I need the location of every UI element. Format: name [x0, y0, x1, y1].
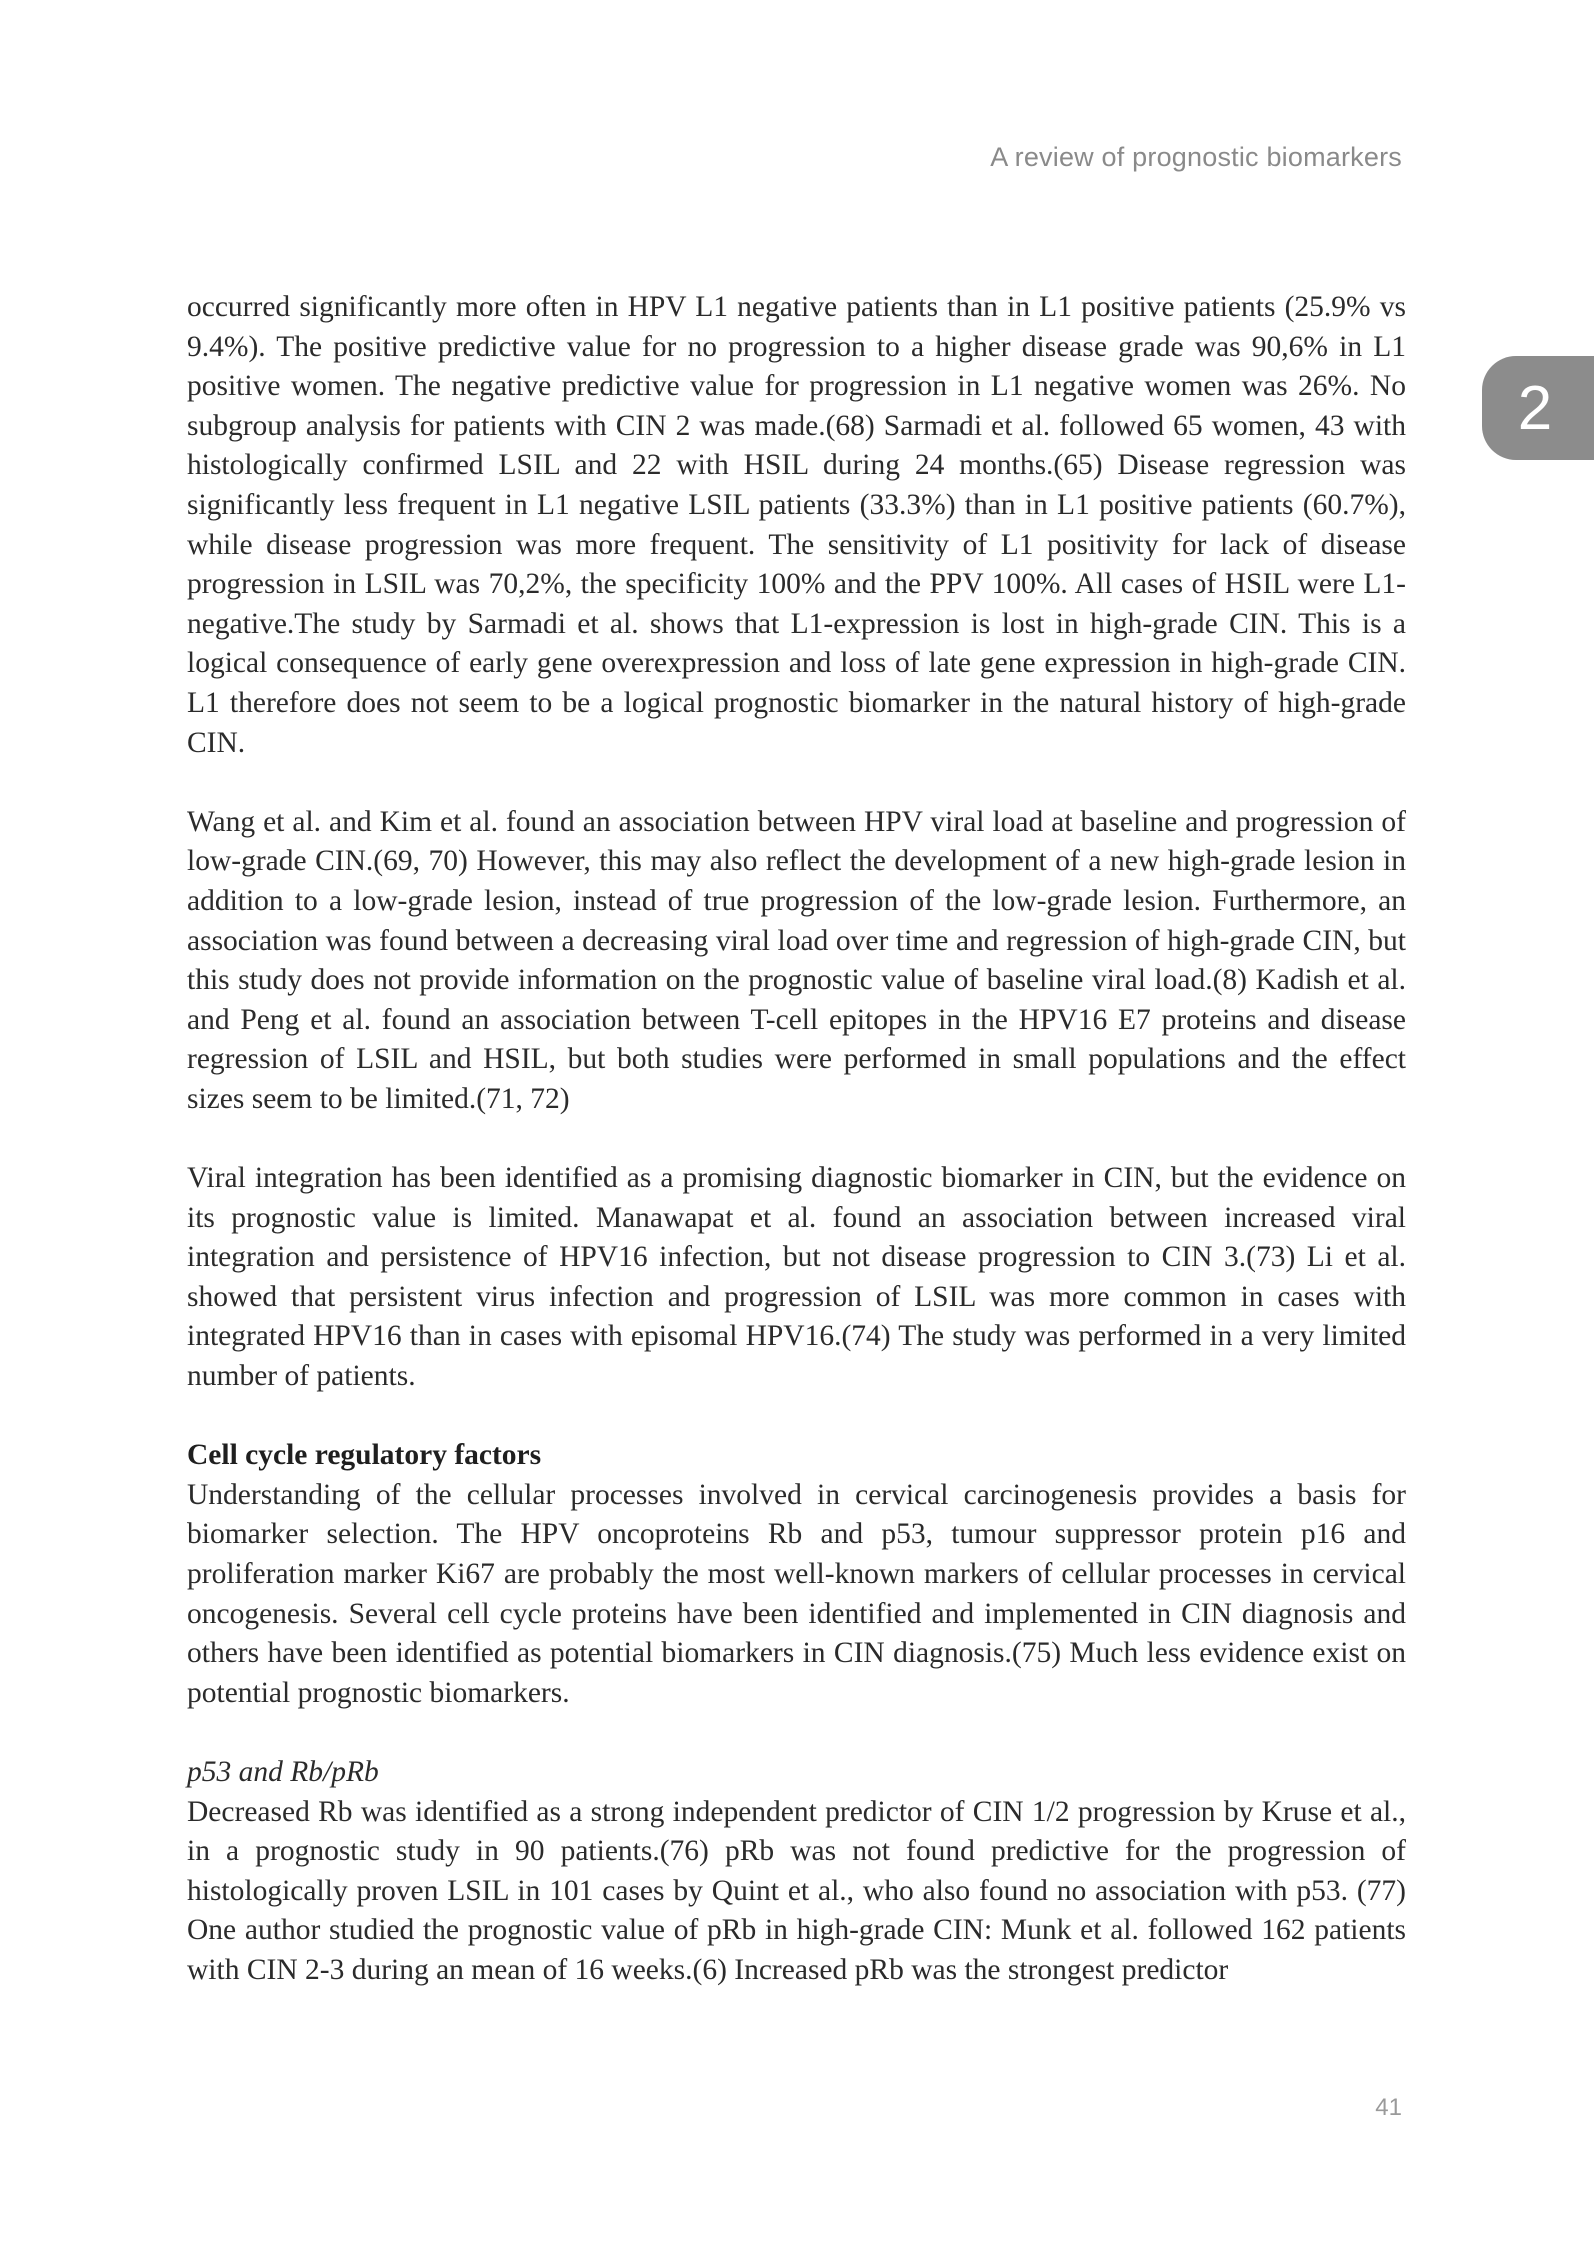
page-number: 41 [1375, 2094, 1402, 2121]
running-header: A review of prognostic biomarkers [990, 142, 1402, 172]
paragraph-p53-rb: Decreased Rb was identified as a strong independent predictor of CIN 1/2 progression by Kruse et al., in a prognostic study in 90 patients.(76) pRb was not found predictive for the progression of histologically proven LSIL in 101 cases by Quint et al., who also found no association with p53. (77) One author studied the prognostic value of pRb in high-grade CIN: Munk et al. followed 162 patients with CIN 2-3 during an mean of 16 weeks.(6) Increased pRb was the strongest predictor [187, 1795, 1406, 1986]
paragraph-viral-load: Wang et al. and Kim et al. found an association between HPV viral load at baseline and progression of low-grade CIN.(69, 70) However, this may also reflect the development of a new high-grade lesion in addition to a low-grade lesion, instead of true progression of the low-grade lesion. Furthermore, an association was found between a decreasing viral load over time and regression of high-grade CIN, but this study does not provide information on the prognostic value of baseline viral load.(8) Kadish et al. and Peng et al. found an association between T-cell epitopes in the HPV16 E7 proteins and disease regression of LSIL and HSIL, but both studies were performed in small populations and the effect sizes seem to be limited.(71, 72) [187, 805, 1406, 1115]
body-text [187, 288, 1406, 1991]
chapter-tab [1482, 356, 1594, 460]
section-heading: Cell cycle regulatory factors [187, 1439, 542, 1472]
paragraph-l1-expression: occurred significantly more often in HPV L1 negative patients than in L1 positive patients (25.9% vs 9.4%). The positive predictive value for no progression to a higher disease grade was 90,6% in L1 positive women. The negative predictive value for progression in L1 negative women was 26%. No subgroup analysis for patients with CIN 2 was made.(68) Sarmadi et al. followed 65 women, 43 with histologically confirmed LSIL and 22 with HSIL during 24 months.(65) Disease regression was significantly less frequent in L1 negative LSIL patients (33.3%) than in L1 positive patients (60.7%), while disease progression was more frequent. The sensitivity of L1 positivity for lack of disease progression in LSIL was 70,2%, the specificity 100% and the PPV 100%. All cases of HSIL were L1-negative.The study by Sarmadi et al. shows that L1-expression is lost in high-grade CIN. This is a logical consequence of early gene overexpression and loss of late gene expression in high-grade CIN. L1 therefore does not seem to be a logical prognostic biomarker in the natural history of high-grade CIN. [187, 291, 1406, 759]
sub-heading: p53 and Rb/pRb [187, 1755, 379, 1788]
chapter-number: 2 [1517, 373, 1553, 443]
paragraph-viral-integration: Viral integration has been identified as a promising diagnostic biomarker in CIN, but the evidence on its prognostic value is limited. Manawapat et al. found an association between increased viral integration and persistence of HPV16 infection, but not disease progression to CIN 3.(73) Li et al. showed that persistent virus infection and progression of LSIL was more common in cases with integrated HPV16 than in cases with episomal HPV16.(74) The study was performed in a very limited number of patients. [187, 1162, 1406, 1393]
paragraph-cell-cycle: Understanding of the cellular processes involved in cervical carcinogenesis provides a basis for biomarker selection. The HPV oncoproteins Rb and p53, tumour suppressor protein p16 and proliferation marker Ki67 are probably the most well-known markers of cellular processes in cervical oncogenesis. Several cell cycle proteins have been identified and implemented in CIN diagnosis and others have been identified as potential biomarkers in CIN diagnosis.(75) Much less evidence exist on potential prognostic biomarkers. [187, 1478, 1406, 1709]
